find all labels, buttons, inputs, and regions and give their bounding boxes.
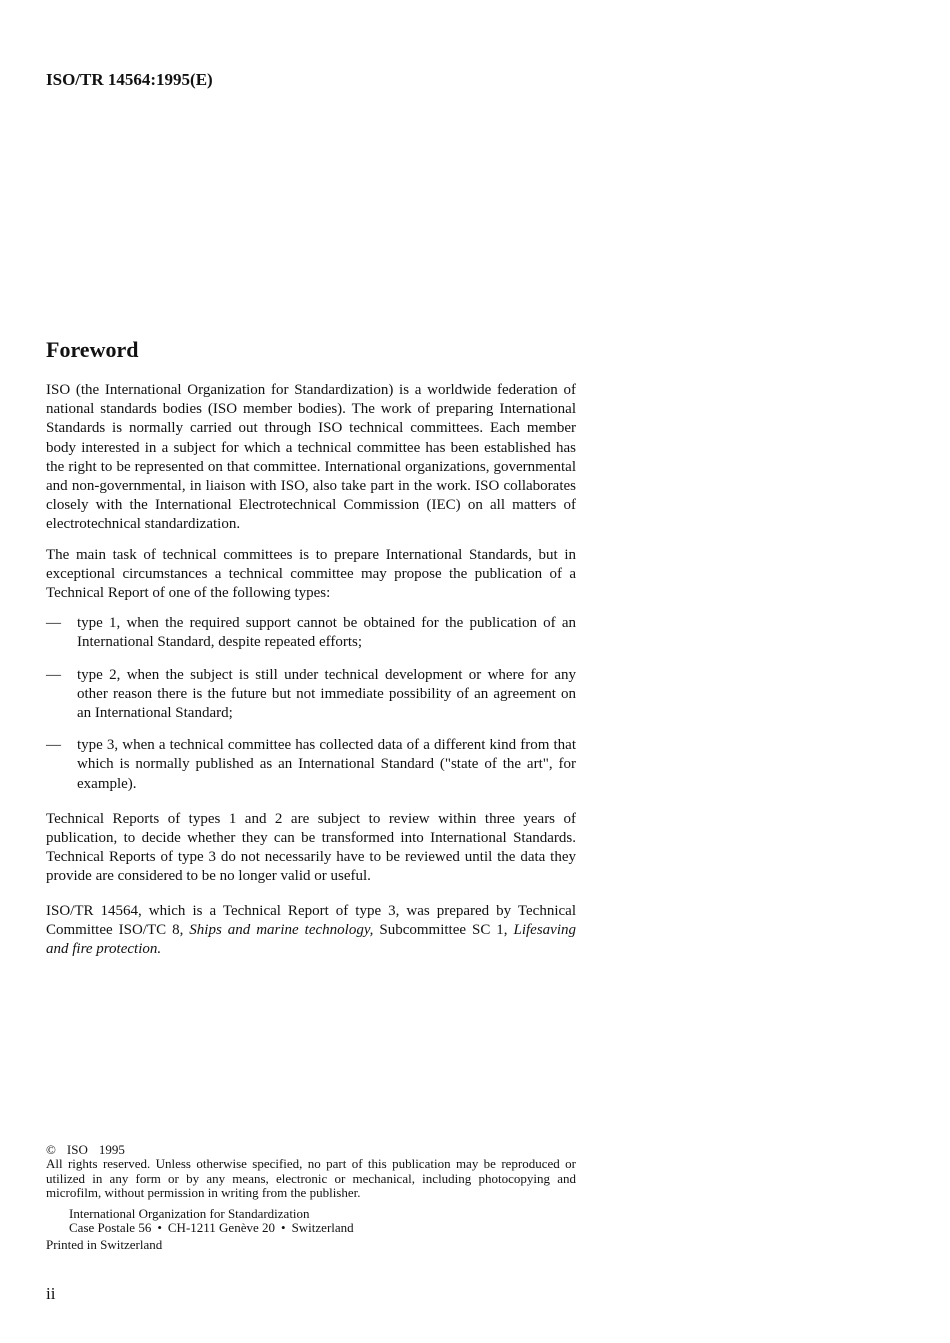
foreword-paragraph-1: ISO (the International Organization for Standardization) is a worldwide federation of national standards bodies (ISO member bodies). The work of preparing International Standards is normally carried out through ISO technical committees. Each member body interested in a subject for which a technical committee has been established has the right to be represented on that committee. International organizations, governmental and non-governmental, in liaison with ISO, also take part in the work. ISO collaborates closely with the International Electrotechnical Commission (IEC) on all matters of electrotechnical standardization.: [46, 382, 576, 533]
foreword-paragraph-2: The main task of technical committees is to prepare International Standards, but in exceptional circumstances a technical committee may propose the publication of a Technical Report of one of the following types:: [46, 546, 576, 602]
list-dash: —: [46, 666, 61, 683]
foreword-body: [46, 381, 576, 970]
address-city: CH-1211 Genève 20: [167, 1220, 275, 1236]
address-country: Switzerland: [291, 1220, 354, 1236]
bullet-separator: •: [157, 1220, 162, 1236]
bullet-separator: •: [281, 1220, 286, 1236]
foreword-heading: Foreword: [46, 337, 139, 362]
foreword-paragraph-4: [46, 902, 576, 960]
copyright-line: [46, 1143, 576, 1157]
copyright-org: ISO: [66, 1142, 88, 1157]
list-item-text: type 1, when the required support cannot be obtained for the publication of an International Standard, despite repeated efforts;: [77, 615, 576, 651]
publisher-address: [69, 1207, 576, 1236]
address-postale: Case Postale 56: [69, 1220, 152, 1236]
list-item-text: type 2, when the subject is still under technical development or where for any other reason there is the future but not immediate possibility of an agreement on an International Standard;: [77, 666, 576, 722]
page-number: ii: [46, 1284, 56, 1303]
copyright-year: 1995: [98, 1142, 125, 1157]
list-dash: —: [46, 615, 61, 632]
copyright-symbol: ©: [46, 1142, 56, 1157]
committee-name: Ships and marine technology,: [189, 921, 374, 938]
list-item-type-2: [46, 666, 576, 724]
paragraph-4-part-2: Subcommittee SC 1,: [373, 921, 514, 938]
copyright-footer: [46, 1143, 576, 1253]
address-line-1: International Organization for Standardization: [69, 1205, 310, 1221]
document-id-header: ISO/TR 14564:1995(E): [46, 70, 213, 89]
foreword-paragraph-3: Technical Reports of types 1 and 2 are subject to review within three years of publication, to decide whether they can be transformed into International Standards. Technical Reports of type 3 do not necessarily have to be reviewed until the data they provide are considered to be no longer valid or useful.: [46, 810, 576, 885]
subcommittee-name: Lifesaving and fire protection.: [46, 921, 576, 958]
list-item-type-3: [46, 736, 576, 794]
list-dash: —: [46, 737, 61, 754]
paragraph-4-part-1: ISO/TR 14564, which is a Technical Report of type 3, was prepared by Technical Committee ISO/TC 8,: [46, 902, 576, 938]
address-line-2: [69, 1221, 576, 1235]
printed-in: Printed in Switzerland: [46, 1237, 163, 1253]
list-item-type-1: [46, 614, 576, 652]
list-item-text: type 3, when a technical committee has collected data of a different kind from that which is normally published as an International Standard ("state of the art", for example).: [77, 737, 576, 792]
rights-notice: All rights reserved. Unless otherwise specified, no part of this publication may be reproduced or utilized in any form or by any means, electronic or mechanical, including photocopying and microfilm, without permission in writing from the publisher.: [46, 1156, 576, 1201]
